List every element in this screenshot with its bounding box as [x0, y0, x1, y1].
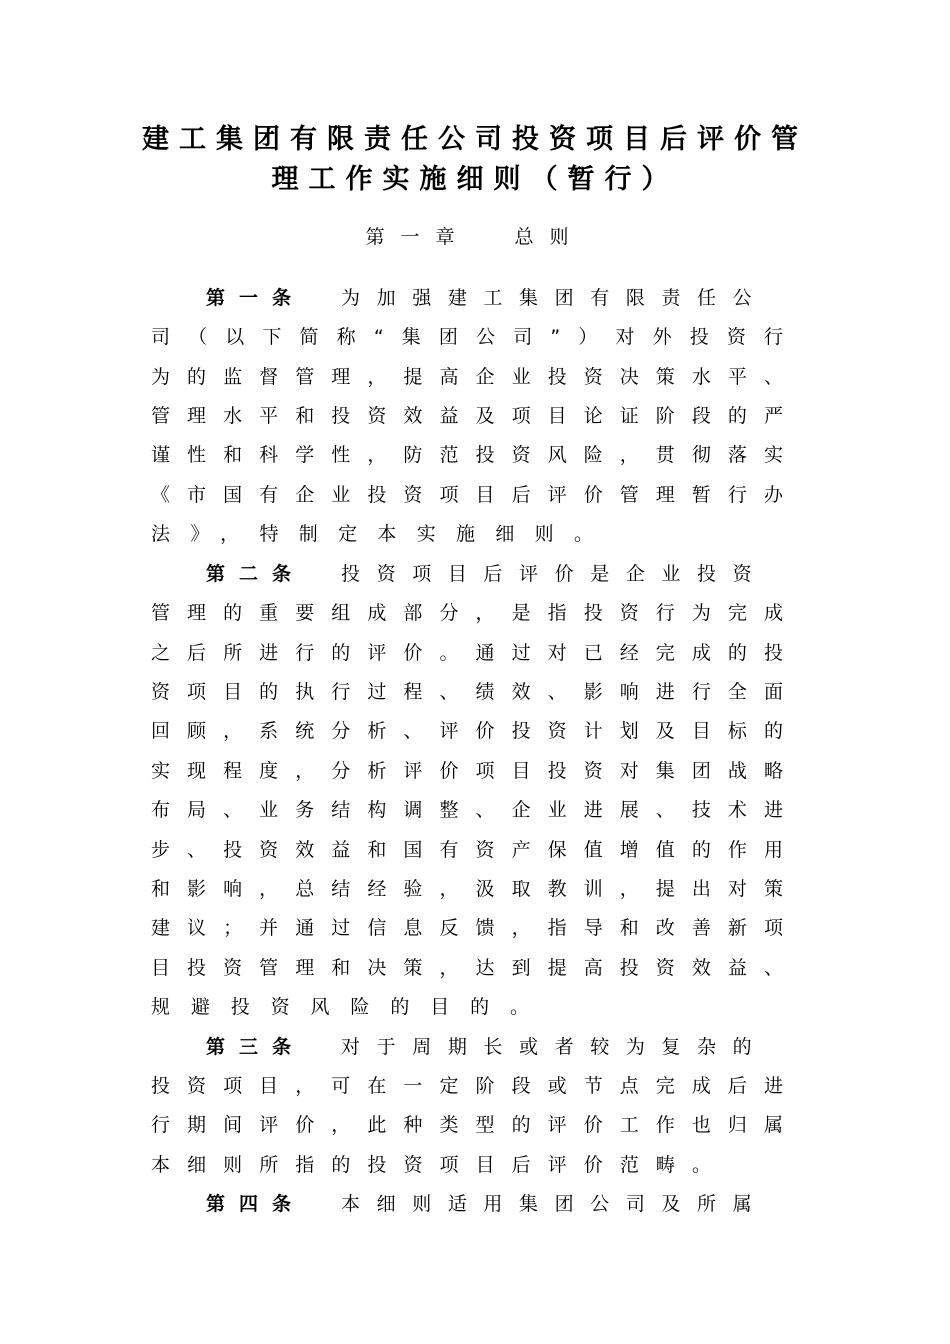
article-3-line: 本细则所指的投资项目后评价范畴。 [151, 1154, 711, 1176]
article-1-first-line [206, 283, 769, 313]
article-2-line: 和影响，总结经验，汲取教训，提出对策 [151, 878, 783, 900]
article-2-line: 规避投资风险的目的。 [151, 996, 529, 1018]
article-2-first-line [206, 559, 769, 589]
document-title-line-2: 理工作实施细则（暂行） [271, 164, 679, 195]
chapter-number: 第一章 [365, 226, 471, 248]
article-1-line: 《市国有企业投资项目后评价管理暂行办 [151, 484, 783, 506]
article-lead-text: 对于周期长或者较为复杂的 [341, 1036, 769, 1058]
article-2-line: 步、投资效益和国有资产保值增值的作用 [151, 839, 783, 861]
article-2-line: 实现程度，分析评价项目投资对集团战略 [151, 760, 783, 782]
article-3-line: 投资项目，可在一定阶段或节点完成后进 [151, 1075, 783, 1097]
document-title-line-1: 建工集团有限责任公司投资项目后评价管 [142, 124, 808, 155]
article-4-first-line [206, 1189, 769, 1219]
chapter-heading [0, 222, 950, 252]
article-1-line: 法》，特制定本实施细则。 [151, 523, 593, 545]
article-lead-text: 本细则适用集团公司及所属 [341, 1193, 769, 1215]
article-2-line: 建议；并通过信息反馈，指导和改善新项 [151, 917, 783, 939]
article-1-line: 司（以下简称“集团公司”）对外投资行 [151, 326, 783, 348]
article-2-line: 回顾，系统分析、评价投资计划及目标的 [151, 720, 783, 742]
article-2-line: 管理的重要组成部分，是指投资行为完成 [151, 602, 783, 624]
article-3-first-line [206, 1032, 769, 1062]
article-1-line: 管理水平和投资效益及项目论证阶段的严 [151, 405, 783, 427]
chapter-name: 总则 [514, 226, 585, 248]
article-label: 第四条 [206, 1193, 306, 1215]
article-lead-text: 投资项目后评价是企业投资 [341, 563, 769, 585]
article-1-line: 谨性和科学性，防范投资风险，贯彻落实 [151, 444, 783, 466]
article-label: 第一条 [206, 287, 306, 309]
article-2-line: 目投资管理和决策，达到提高投资效益、 [151, 957, 783, 979]
article-2-line: 布局、业务结构调整、企业进展、技术进 [151, 799, 783, 821]
article-label: 第二条 [206, 563, 306, 585]
article-label: 第三条 [206, 1036, 306, 1058]
article-3-line: 行期间评价，此种类型的评价工作也归属 [151, 1114, 783, 1136]
article-2-line: 资项目的执行过程、绩效、影响进行全面 [151, 681, 783, 703]
article-1-line: 为的监督管理，提高企业投资决策水平、 [151, 366, 783, 388]
article-lead-text: 为加强建工集团有限责任公 [341, 287, 769, 309]
article-2-line: 之后所进行的评价。通过对已经完成的投 [151, 642, 783, 664]
